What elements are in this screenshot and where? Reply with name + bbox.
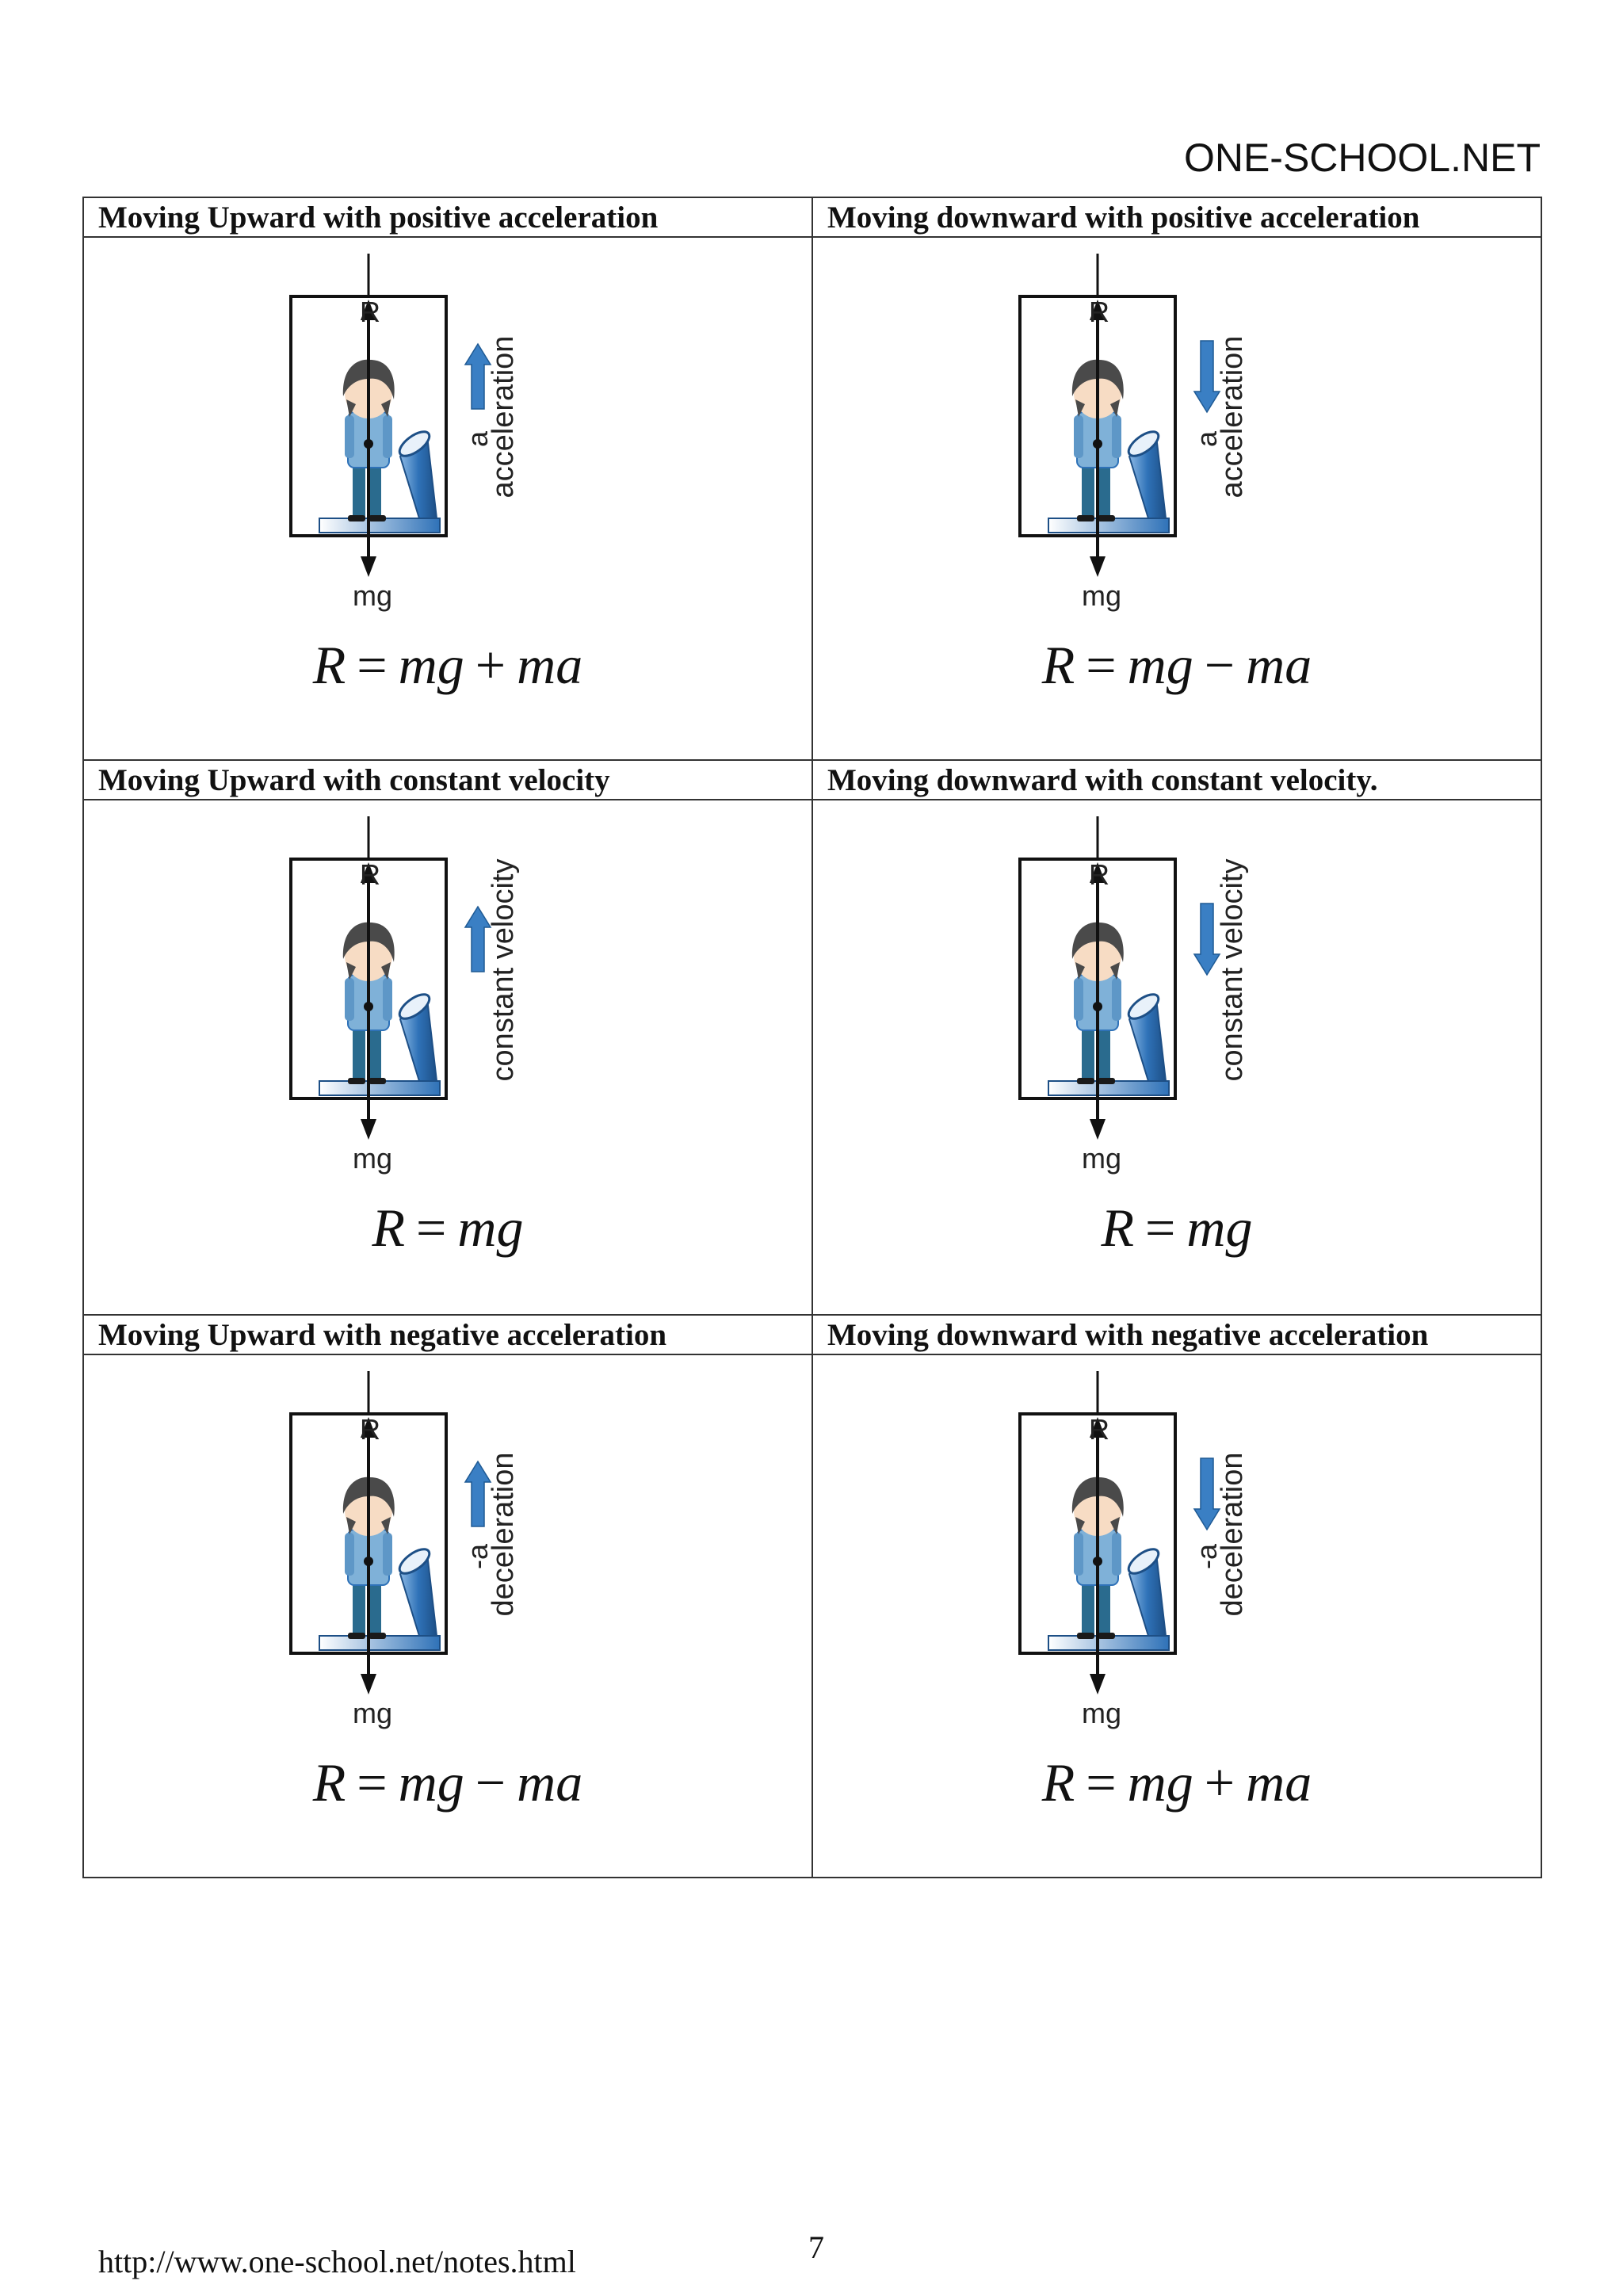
panel — [812, 800, 1541, 1315]
header-row — [83, 1315, 1541, 1354]
arm — [1074, 1533, 1083, 1576]
r-label: R — [1089, 296, 1109, 328]
force-equation — [813, 1752, 1541, 1814]
elevator-forces-table — [82, 197, 1542, 1878]
eq-term-1: mg — [1186, 1198, 1253, 1258]
elevator-figure — [281, 812, 614, 1176]
eq-lhs: R — [312, 1752, 346, 1813]
arm — [345, 415, 354, 458]
leg — [369, 463, 381, 518]
leg — [369, 1026, 381, 1081]
eq-term-1: mg — [1127, 635, 1193, 695]
leg — [1082, 1026, 1094, 1081]
motion-label: deceleration — [487, 1452, 520, 1617]
panel-title: Moving downward with negative acceleration — [812, 1315, 1541, 1354]
arrow-symbol-label: a — [1190, 430, 1223, 448]
mg-arrowhead — [361, 556, 376, 577]
panel — [83, 237, 812, 760]
arm — [345, 1533, 354, 1576]
panel — [83, 1354, 812, 1878]
arrow-symbol-label: a — [461, 430, 494, 448]
arm — [383, 1533, 392, 1576]
r-label: R — [360, 858, 380, 891]
elevator-figure — [1010, 812, 1343, 1176]
leg — [1082, 1580, 1094, 1636]
leg — [1082, 463, 1094, 518]
eq-term-1: mg — [1127, 1752, 1193, 1813]
eq-lhs: R — [1101, 1198, 1135, 1258]
arm — [1112, 978, 1121, 1021]
motion-label: constant velocity — [1216, 858, 1249, 1082]
eq-operator: − — [1204, 635, 1235, 695]
header-row — [83, 760, 1541, 800]
eq-equals: = — [1086, 1752, 1117, 1813]
header-row — [83, 197, 1541, 237]
mg-arrowhead — [361, 1674, 376, 1694]
elevator-figure — [281, 249, 614, 613]
eq-term-2: ma — [1246, 1752, 1312, 1813]
arm — [383, 978, 392, 1021]
force-equation — [813, 634, 1541, 697]
shoe — [348, 1078, 365, 1084]
mg-label: mg — [1082, 1697, 1122, 1729]
arm — [383, 415, 392, 458]
arm — [1074, 978, 1083, 1021]
leg — [1098, 1026, 1110, 1081]
elevator-figure — [1010, 249, 1343, 613]
mg-arrowhead — [1090, 1674, 1106, 1694]
shoe — [369, 515, 386, 521]
eq-equals: = — [1086, 635, 1117, 695]
mg-label: mg — [353, 579, 393, 612]
eq-term-2: ma — [517, 1752, 583, 1813]
arm — [1074, 415, 1083, 458]
eq-equals: = — [416, 1198, 447, 1258]
shoe — [1098, 1633, 1115, 1639]
motion-label: acceleration — [487, 335, 520, 499]
eq-equals: = — [357, 1752, 388, 1813]
arm — [1112, 415, 1121, 458]
force-equation — [84, 1752, 812, 1814]
r-label: R — [360, 296, 380, 328]
elevator-figure — [281, 1366, 614, 1731]
eq-lhs: R — [312, 635, 346, 695]
shoe — [369, 1633, 386, 1639]
leg — [1098, 463, 1110, 518]
center-of-mass — [364, 1002, 373, 1011]
panel-title: Moving Upward with negative acceleration — [83, 1315, 812, 1354]
r-label: R — [1089, 858, 1109, 891]
arm — [1112, 1533, 1121, 1576]
eq-equals: = — [357, 635, 388, 695]
shoe — [1098, 515, 1115, 521]
arrow-symbol-label: -a — [461, 1543, 494, 1570]
mg-label: mg — [1082, 579, 1122, 612]
center-of-mass — [1093, 439, 1102, 449]
center-of-mass — [364, 439, 373, 449]
leg — [353, 463, 365, 518]
shoe — [1098, 1078, 1115, 1084]
elevator-figure — [1010, 1366, 1343, 1731]
eq-term-1: mg — [398, 635, 464, 695]
shoe — [1077, 1078, 1094, 1084]
shoe — [1077, 515, 1094, 521]
motion-label: constant velocity — [487, 858, 520, 1082]
force-equation — [813, 1197, 1541, 1259]
force-equation — [84, 1197, 812, 1259]
center-of-mass — [1093, 1002, 1102, 1011]
leg — [353, 1580, 365, 1636]
eq-operator: + — [475, 635, 506, 695]
eq-operator: − — [475, 1752, 506, 1813]
arrow-symbol-label: -a — [1190, 1543, 1223, 1570]
leg — [1098, 1580, 1110, 1636]
shoe — [348, 1633, 365, 1639]
center-of-mass — [364, 1557, 373, 1566]
panel — [83, 800, 812, 1315]
mg-arrowhead — [1090, 556, 1106, 577]
eq-lhs: R — [1041, 635, 1075, 695]
eq-term-1: mg — [398, 1752, 464, 1813]
eq-lhs: R — [1041, 1752, 1075, 1813]
panel — [812, 237, 1541, 760]
leg — [369, 1580, 381, 1636]
panel-title: Moving downward with constant velocity. — [812, 760, 1541, 800]
force-equation — [84, 634, 812, 697]
mg-label: mg — [1082, 1142, 1122, 1175]
r-label: R — [1089, 1413, 1109, 1446]
panel-title: Moving downward with positive acceleration — [812, 197, 1541, 237]
motion-label: deceleration — [1216, 1452, 1249, 1617]
mg-label: mg — [353, 1142, 393, 1175]
shoe — [369, 1078, 386, 1084]
mg-arrowhead — [361, 1119, 376, 1140]
mg-label: mg — [353, 1697, 393, 1729]
center-of-mass — [1093, 1557, 1102, 1566]
motion-label: acceleration — [1216, 335, 1249, 499]
mg-arrowhead — [1090, 1119, 1106, 1140]
site-name: ONE-SCHOOL.NET — [1183, 136, 1541, 180]
eq-term-2: ma — [1246, 635, 1312, 695]
leg — [353, 1026, 365, 1081]
footer-url[interactable]: http://www.one-school.net/notes.html — [98, 2244, 576, 2279]
arm — [345, 978, 354, 1021]
page-number: 7 — [808, 2229, 824, 2265]
eq-lhs: R — [372, 1198, 406, 1258]
r-label: R — [360, 1413, 380, 1446]
shoe — [1077, 1633, 1094, 1639]
panel — [812, 1354, 1541, 1878]
eq-equals: = — [1145, 1198, 1176, 1258]
shoe — [348, 515, 365, 521]
eq-term-1: mg — [457, 1198, 524, 1258]
eq-operator: + — [1204, 1752, 1235, 1813]
eq-term-2: ma — [517, 635, 583, 695]
panel-title: Moving Upward with constant velocity — [83, 760, 812, 800]
panel-title: Moving Upward with positive acceleration — [83, 197, 812, 237]
